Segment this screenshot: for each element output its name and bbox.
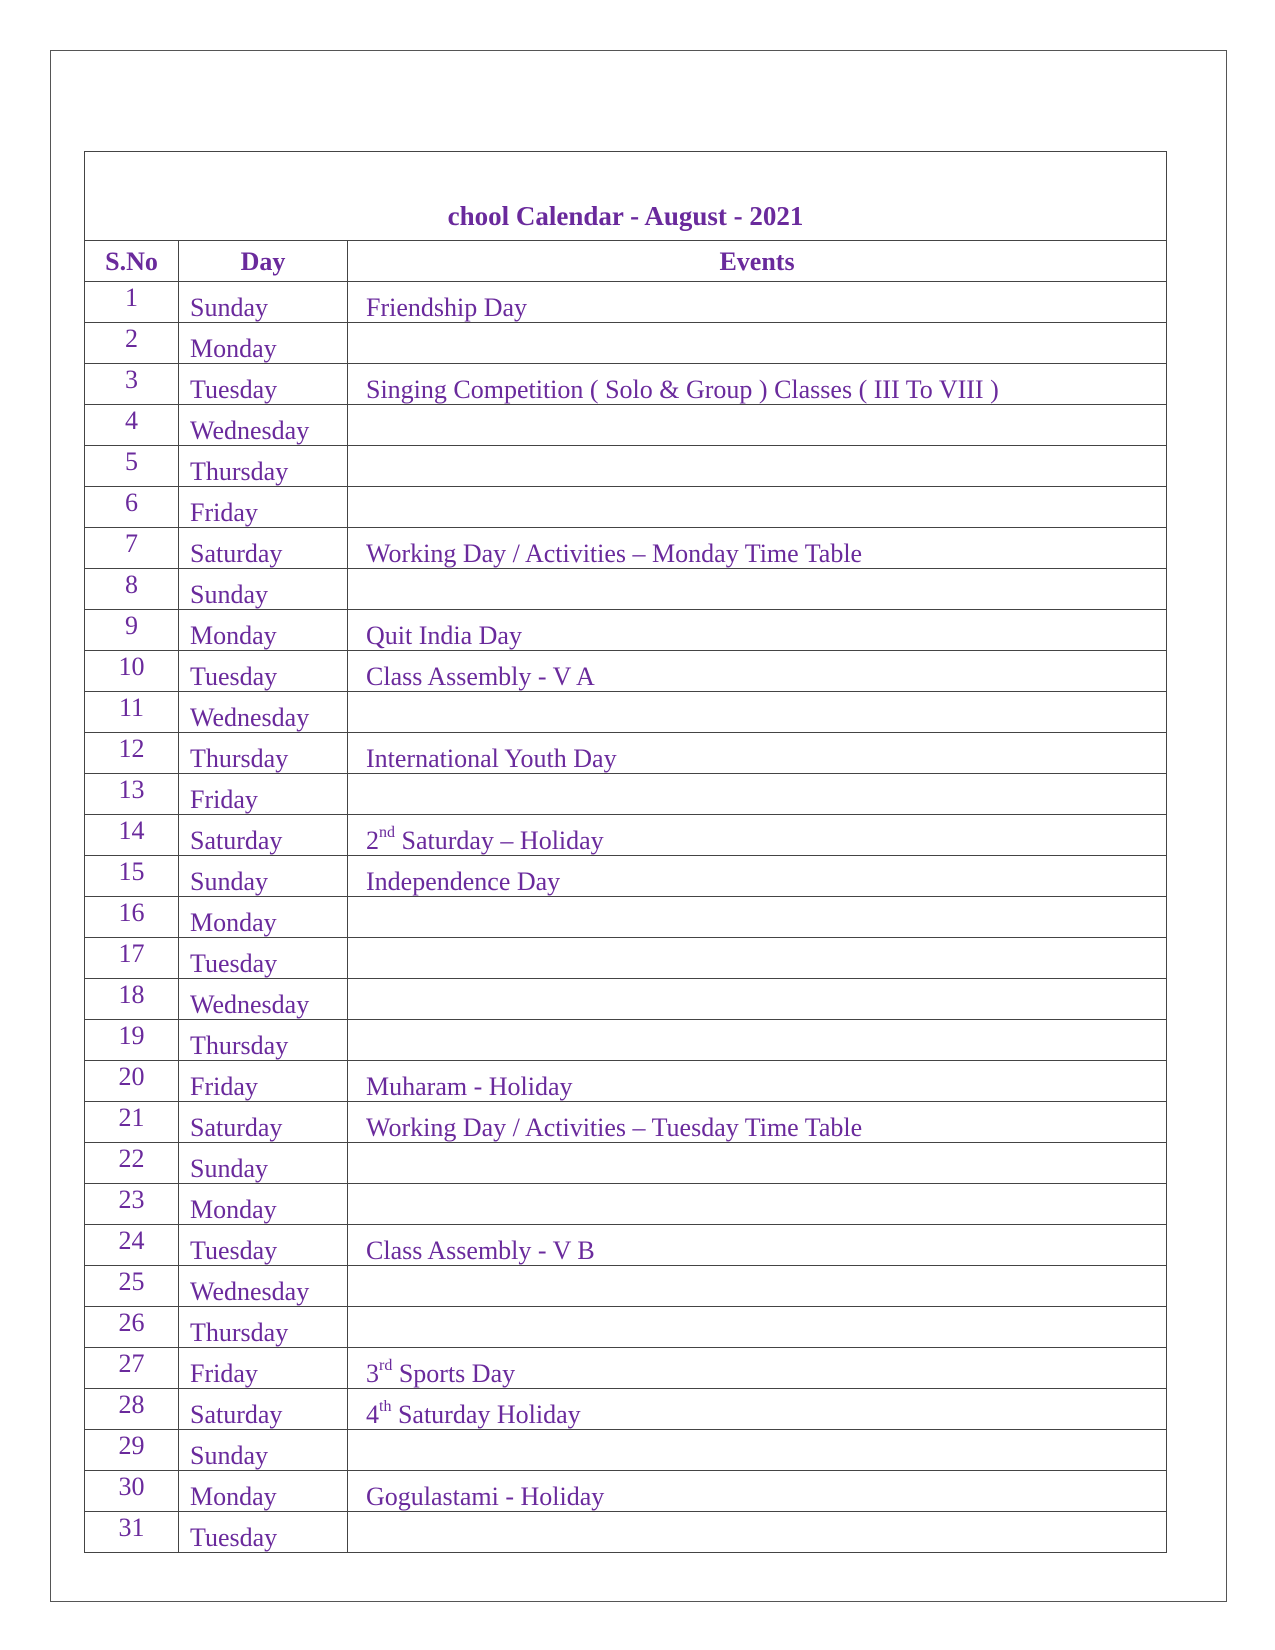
table-row bbox=[85, 610, 1166, 651]
table-row bbox=[85, 1225, 1166, 1266]
cell-event bbox=[348, 774, 1166, 814]
cell-event bbox=[348, 528, 1166, 568]
cell-day: Saturday bbox=[179, 528, 348, 568]
cell-sno: 28 bbox=[85, 1389, 179, 1429]
table-row bbox=[85, 1020, 1166, 1061]
cell-day: Sunday bbox=[179, 856, 348, 896]
table-row bbox=[85, 938, 1166, 979]
cell-sno: 4 bbox=[85, 405, 179, 445]
event-text: Class Assembly - V A bbox=[366, 662, 595, 691]
table-row bbox=[85, 733, 1166, 774]
header-events: Events bbox=[719, 247, 795, 276]
cell-day: Sunday bbox=[179, 1143, 348, 1183]
cell-day: Saturday bbox=[179, 1389, 348, 1429]
event-text: Friendship Day bbox=[366, 293, 528, 322]
event-text: Gogulastami - Holiday bbox=[366, 1482, 605, 1511]
cell-event bbox=[348, 1307, 1166, 1347]
cell-day: Friday bbox=[179, 1061, 348, 1101]
cell-sno: 27 bbox=[85, 1348, 179, 1388]
cell-day: Saturday bbox=[179, 1102, 348, 1142]
table-row bbox=[85, 815, 1166, 856]
cell-day: Saturday bbox=[179, 815, 348, 855]
cell-sno: 6 bbox=[85, 487, 179, 527]
event-ordinal-suffix: th bbox=[379, 1398, 392, 1416]
event-text: International Youth Day bbox=[366, 744, 617, 773]
cell-day: Tuesday bbox=[179, 1225, 348, 1265]
cell-day: Friday bbox=[179, 774, 348, 814]
event-text: Muharam - Holiday bbox=[366, 1072, 573, 1101]
cell-event bbox=[348, 1471, 1166, 1511]
cell-sno: 24 bbox=[85, 1225, 179, 1265]
event-ordinal: 3 bbox=[366, 1359, 379, 1388]
table-body bbox=[85, 282, 1166, 1552]
cell-event bbox=[348, 1020, 1166, 1060]
cell-day: Wednesday bbox=[179, 979, 348, 1019]
cell-day: Monday bbox=[179, 610, 348, 650]
cell-sno: 13 bbox=[85, 774, 179, 814]
event-text: Sports Day bbox=[392, 1359, 516, 1388]
header-day: Day bbox=[179, 241, 348, 281]
table-row bbox=[85, 282, 1166, 323]
cell-event bbox=[348, 323, 1166, 363]
event-text: Independence Day bbox=[366, 867, 561, 896]
event-text: Working Day / Activities – Monday Time Table bbox=[366, 539, 863, 568]
cell-event bbox=[348, 364, 1166, 404]
cell-event bbox=[348, 1184, 1166, 1224]
cell-sno: 26 bbox=[85, 1307, 179, 1347]
cell-day: Sunday bbox=[179, 1430, 348, 1470]
event-ordinal-suffix: rd bbox=[379, 1357, 393, 1375]
calendar-title: chool Calendar - August - 2021 bbox=[447, 201, 804, 231]
event-text: Saturday – Holiday bbox=[395, 826, 604, 855]
event-text: Working Day / Activities – Tuesday Time Table bbox=[366, 1113, 863, 1142]
table-row bbox=[85, 528, 1166, 569]
table-row bbox=[85, 897, 1166, 938]
cell-day: Wednesday bbox=[179, 405, 348, 445]
cell-event bbox=[348, 979, 1166, 1019]
table-row bbox=[85, 1061, 1166, 1102]
header-row bbox=[85, 241, 1166, 282]
cell-sno: 1 bbox=[85, 282, 179, 322]
cell-event bbox=[348, 938, 1166, 978]
event-text: Singing Competition ( Solo & Group ) Classes ( III To VIII ) bbox=[366, 375, 999, 404]
cell-sno: 9 bbox=[85, 610, 179, 650]
cell-event bbox=[348, 1389, 1166, 1429]
cell-event bbox=[348, 897, 1166, 937]
cell-event bbox=[348, 405, 1166, 445]
cell-event bbox=[348, 1143, 1166, 1183]
cell-event bbox=[348, 815, 1166, 855]
cell-event bbox=[348, 856, 1166, 896]
table-row bbox=[85, 405, 1166, 446]
cell-sno: 25 bbox=[85, 1266, 179, 1306]
cell-sno: 30 bbox=[85, 1471, 179, 1511]
cell-day: Sunday bbox=[179, 569, 348, 609]
cell-event bbox=[348, 1348, 1166, 1388]
table-row bbox=[85, 364, 1166, 405]
table-row bbox=[85, 692, 1166, 733]
table-row bbox=[85, 774, 1166, 815]
cell-day: Monday bbox=[179, 897, 348, 937]
cell-day: Tuesday bbox=[179, 938, 348, 978]
cell-sno: 23 bbox=[85, 1184, 179, 1224]
cell-day: Friday bbox=[179, 1348, 348, 1388]
cell-day: Sunday bbox=[179, 282, 348, 322]
cell-event bbox=[348, 1061, 1166, 1101]
cell-sno: 14 bbox=[85, 815, 179, 855]
cell-event bbox=[348, 569, 1166, 609]
cell-day: Thursday bbox=[179, 446, 348, 486]
cell-sno: 19 bbox=[85, 1020, 179, 1060]
cell-sno: 21 bbox=[85, 1102, 179, 1142]
table-row bbox=[85, 1102, 1166, 1143]
cell-sno: 8 bbox=[85, 569, 179, 609]
cell-event bbox=[348, 282, 1166, 322]
cell-sno: 5 bbox=[85, 446, 179, 486]
header-sno: S.No bbox=[85, 241, 179, 281]
event-text: Quit India Day bbox=[366, 621, 522, 650]
table-row bbox=[85, 856, 1166, 897]
cell-day: Tuesday bbox=[179, 1512, 348, 1552]
table-row bbox=[85, 1184, 1166, 1225]
cell-sno: 12 bbox=[85, 733, 179, 773]
cell-sno: 29 bbox=[85, 1430, 179, 1470]
table-row bbox=[85, 1471, 1166, 1512]
event-ordinal: 4 bbox=[366, 1400, 379, 1429]
cell-event bbox=[348, 733, 1166, 773]
cell-event bbox=[348, 1266, 1166, 1306]
event-text: Saturday Holiday bbox=[391, 1400, 581, 1429]
cell-sno: 15 bbox=[85, 856, 179, 896]
cell-sno: 16 bbox=[85, 897, 179, 937]
calendar-table bbox=[84, 151, 1167, 1553]
table-row bbox=[85, 1143, 1166, 1184]
cell-event bbox=[348, 487, 1166, 527]
cell-day: Thursday bbox=[179, 1020, 348, 1060]
cell-sno: 20 bbox=[85, 1061, 179, 1101]
cell-sno: 18 bbox=[85, 979, 179, 1019]
cell-day: Tuesday bbox=[179, 651, 348, 691]
table-row bbox=[85, 323, 1166, 364]
cell-day: Friday bbox=[179, 487, 348, 527]
table-row bbox=[85, 1512, 1166, 1552]
table-row bbox=[85, 1307, 1166, 1348]
table-row bbox=[85, 651, 1166, 692]
cell-event bbox=[348, 651, 1166, 691]
cell-event bbox=[348, 692, 1166, 732]
cell-sno: 11 bbox=[85, 692, 179, 732]
table-row bbox=[85, 1430, 1166, 1471]
table-row bbox=[85, 487, 1166, 528]
table-row bbox=[85, 446, 1166, 487]
table-row bbox=[85, 979, 1166, 1020]
cell-event bbox=[348, 1225, 1166, 1265]
cell-event bbox=[348, 446, 1166, 486]
cell-sno: 7 bbox=[85, 528, 179, 568]
cell-event bbox=[348, 1102, 1166, 1142]
table-row bbox=[85, 1348, 1166, 1389]
cell-day: Thursday bbox=[179, 1307, 348, 1347]
table-row bbox=[85, 1389, 1166, 1430]
cell-sno: 31 bbox=[85, 1512, 179, 1552]
event-text: Class Assembly - V B bbox=[366, 1236, 595, 1265]
cell-event bbox=[348, 610, 1166, 650]
title-cell bbox=[85, 152, 1166, 241]
table-row bbox=[85, 569, 1166, 610]
cell-sno: 2 bbox=[85, 323, 179, 363]
cell-event bbox=[348, 1430, 1166, 1470]
cell-event bbox=[348, 1512, 1166, 1552]
cell-sno: 10 bbox=[85, 651, 179, 691]
cell-day: Monday bbox=[179, 323, 348, 363]
event-ordinal-suffix: nd bbox=[379, 824, 395, 842]
cell-day: Tuesday bbox=[179, 364, 348, 404]
cell-day: Thursday bbox=[179, 733, 348, 773]
event-ordinal: 2 bbox=[366, 826, 379, 855]
cell-sno: 22 bbox=[85, 1143, 179, 1183]
cell-sno: 3 bbox=[85, 364, 179, 404]
cell-day: Wednesday bbox=[179, 1266, 348, 1306]
table-row bbox=[85, 1266, 1166, 1307]
cell-day: Wednesday bbox=[179, 692, 348, 732]
cell-day: Monday bbox=[179, 1184, 348, 1224]
cell-day: Monday bbox=[179, 1471, 348, 1511]
cell-sno: 17 bbox=[85, 938, 179, 978]
